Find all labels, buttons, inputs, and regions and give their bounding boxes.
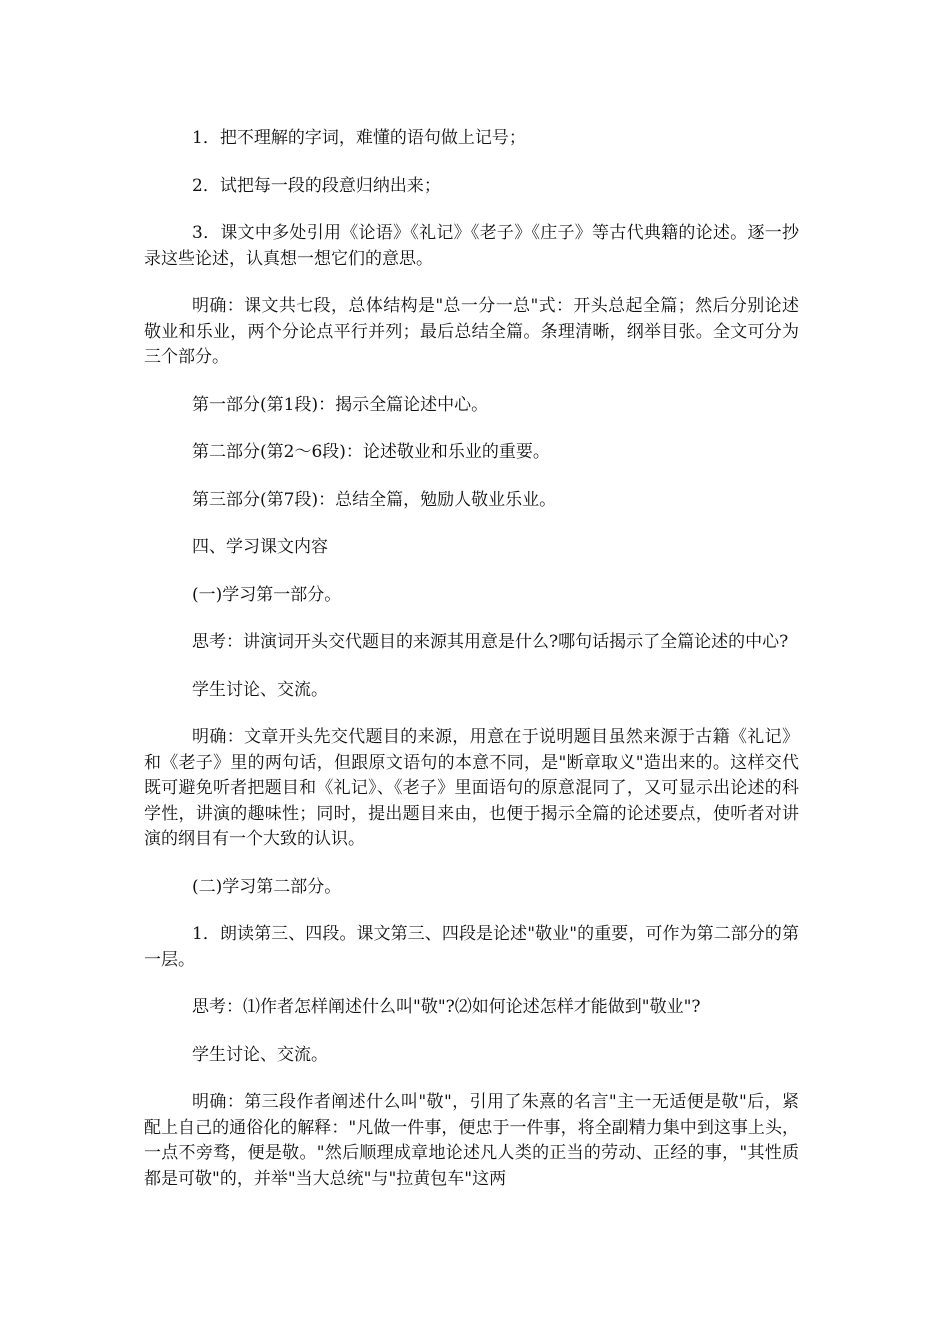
paragraph-question-two: 思考：⑴作者怎样阐述什么叫"敬"?⑵如何论述怎样才能做到"敬业"?: [192, 997, 701, 1017]
paragraph-structure-answer: 明确：课文共七段，总体结构是"总一分一总"式：开头总起全篇；然后分别论述敬业和乐业，两个分论点平行并列；最后总结全篇。条理清晰，纲举目张。全文可分为三个部分。: [144, 296, 799, 367]
document-body: [144, 126, 799, 1214]
paragraph-read-aloud: 1．朗读第三、四段。课文第三、四段是论述"敬业"的重要，可作为第二部分的第一层。: [144, 924, 799, 970]
paragraph-part-two: 第二部分(第2～6段)：论述敬业和乐业的重要。: [192, 442, 550, 462]
paragraph-part-three: 第三部分(第7段)：总结全篇，勉励人敬业乐业。: [192, 489, 557, 510]
subsection-heading-two: (二)学习第二部分。: [192, 876, 342, 897]
section-heading-four: 四、学习课文内容: [192, 537, 328, 557]
paragraph-discussion-two: 学生讨论、交流。: [192, 1044, 328, 1065]
list-item-summarize-paragraphs: 2．试把每一段的段意归纳出来；: [192, 175, 441, 196]
list-item-mark-words: 1．把不理解的字词，难懂的语句做上记号；: [192, 128, 526, 148]
paragraph-answer-two: 明确：第三段作者阐述什么叫"敬"，引用了朱熹的名言"主一无适便是敬"后，紧配上自己的通俗化的解释："凡做一件事，便忠于一件事，将全副精力集中到这事上头，一点不旁骛，便是敬。"然后顺理成章地论述凡人类的正当的劳动、正经的事，"其性质都是可敬"的，并举"当大总统"与"拉黄包车"这两: [144, 1092, 799, 1189]
paragraph-discussion-one: 学生讨论、交流。: [192, 679, 328, 700]
list-item-copy-quotes: 3．课文中多处引用《论语》《礼记》《老子》《庄子》等古代典籍的论述。逐一抄录这些论述，认真想一想它们的意思。: [144, 223, 799, 269]
subsection-heading-one: (一)学习第一部分。: [192, 584, 342, 605]
paragraph-part-one: 第一部分(第1段)：揭示全篇论述中心。: [192, 394, 489, 415]
paragraph-answer-one: 明确：文章开头先交代题目的来源，用意在于说明题目虽然来源于古籍《礼记》和《老子》里的两句话，但跟原文语句的本意不同，是"断章取义"造出来的。这样交代既可避免听者把题目和《礼记》、《老子》里面语句的原意混同了，又可显示出论述的科学性，讲演的趣味性；同时，提出题目来由，也便于揭示全篇的论述要点，使听者对讲演的纲目有一个大致的认识。: [144, 727, 799, 849]
paragraph-question-one: 思考：讲演词开头交代题目的来源其用意是什么?哪句话揭示了全篇论述的中心?: [192, 632, 789, 652]
